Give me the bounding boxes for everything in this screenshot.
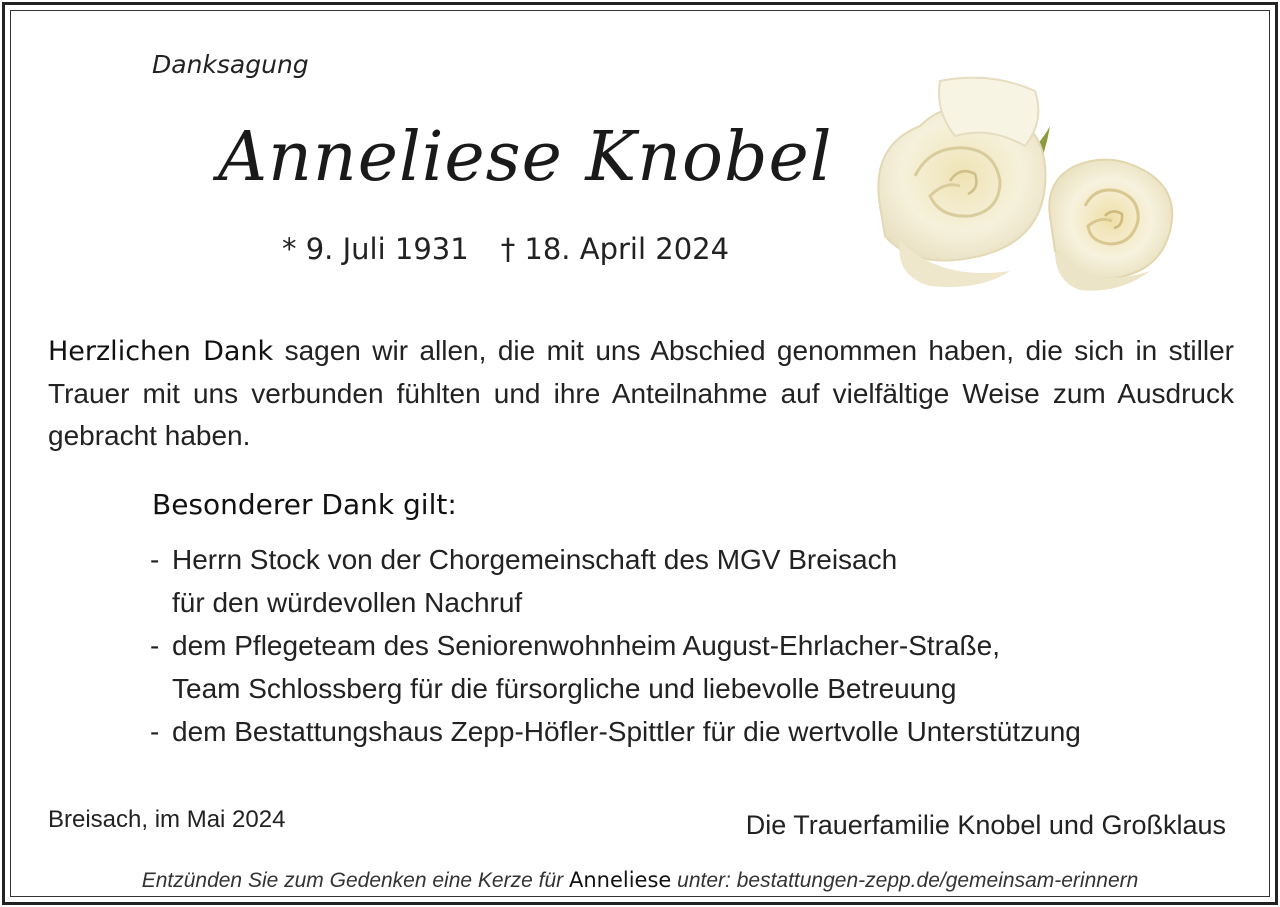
place-date: Breisach, im Mai 2024 (48, 806, 286, 833)
list-item-line: - dem Pflegeteam des Seniorenwohnheim August-Ehrlacher-Straße, (172, 630, 1000, 661)
white-roses-image (860, 66, 1200, 296)
footer-link: unter: bestattungen-zepp.de/gemeinsam-erinnern (677, 869, 1139, 892)
family-signature: Die Trauerfamilie Knobel und Großklaus (745, 810, 1226, 840)
rose-small (1049, 160, 1172, 291)
thanks-lead: Herzlichen Dank (48, 336, 274, 367)
list-item (150, 538, 1081, 624)
life-dates (282, 232, 729, 266)
special-thanks-heading: Besonderer Dank gilt: (152, 488, 457, 521)
death-date: † 18. April 2024 (500, 232, 730, 266)
list-item-line: Team Schlossberg für die fürsorgliche und liebevolle Betreuung (172, 673, 957, 704)
birth-date: * 9. Juli 1931 (282, 232, 469, 266)
deceased-name: Anneliese Knobel (218, 118, 833, 197)
footer-name: Anneliese (568, 868, 672, 892)
list-item (150, 624, 1081, 710)
list-item-line: für den würdevollen Nachruf (172, 587, 523, 618)
list-item-line: - Herrn Stock von der Chorgemeinschaft des MGV Breisach (172, 544, 898, 575)
thanks-paragraph (48, 330, 1234, 457)
list-item-line: - dem Bestattungshaus Zepp-Höfler-Spittler für die wertvolle Unterstützung (172, 716, 1081, 747)
footer-candle-note (0, 868, 1280, 893)
intro-label: Danksagung (152, 50, 309, 79)
footer-prefix: Entzünden Sie zum Gedenken eine Kerze für (141, 869, 564, 892)
special-thanks-list (150, 538, 1081, 753)
list-item (150, 710, 1081, 753)
thanks-text: sagen wir allen, die mit uns Abschied genommen haben, die sich in stiller Trauer mit uns verbunden fühlten und ihre Anteilnahme auf vielfältige Weise zum Ausdruck gebracht haben. (48, 335, 1234, 451)
rose-large (878, 78, 1045, 287)
